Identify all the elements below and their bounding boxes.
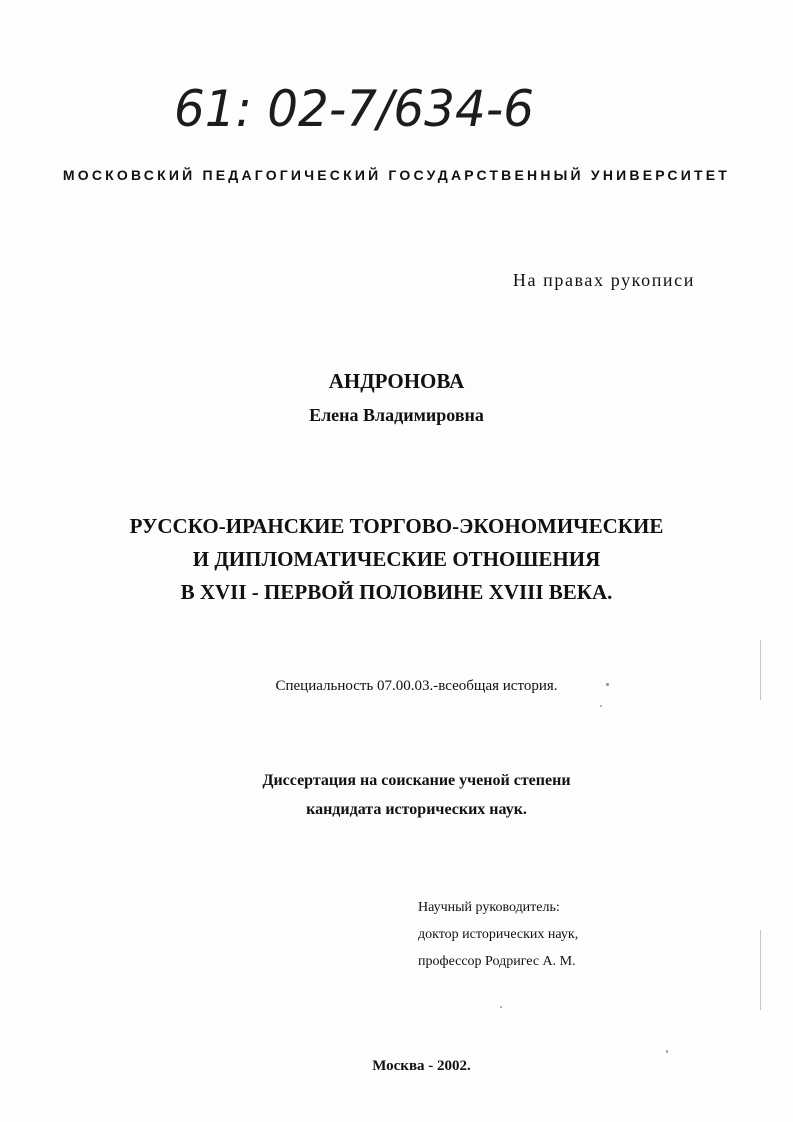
advisor-line: доктор исторических наук, [418,927,579,942]
scan-speck [600,705,602,707]
degree-line: кандидата исторических наук. [306,801,527,818]
advisor-line: профессор Родригес А. М. [418,954,576,969]
handwritten-code-drawing [170,62,540,152]
specialty-line: Специальность 07.00.03.-всеобщая история. [275,678,558,694]
scan-speck [666,1050,668,1053]
title-line: И ДИПЛОМАТИЧЕСКИЕ ОТНОШЕНИЯ [192,547,601,571]
advisor-line: Научный руководитель: [418,900,560,915]
author-surname: АНДРОНОВА [328,369,465,393]
scientific-advisor [418,894,578,975]
manuscript-rights-note: На правах рукописи [512,270,695,290]
scan-speck [500,1006,502,1008]
scan-edge-mark [760,640,761,700]
city-and-year: Москва - 2002. [372,1058,471,1074]
degree-statement [0,766,793,824]
dissertation-title [0,510,793,609]
handwritten-archive-code [170,62,540,152]
title-line: РУССКО-ИРАНСКИЕ ТОРГОВО-ЭКОНОМИЧЕСКИЕ [129,514,664,538]
author-given-name: Елена Владимировна [309,405,484,425]
scan-speck [606,683,609,686]
degree-line: Диссертация на соискание ученой степени [262,772,571,789]
university-name: МОСКОВСКИЙ ПЕДАГОГИЧЕСКИЙ ГОСУДАРСТВЕННЫЙ УНИВЕРСИТЕТ [62,167,731,183]
scan-edge-mark [760,930,761,1010]
handwritten-code-text: 61: 02-7/634-6 [174,80,534,138]
title-line: В XVII - ПЕРВОЙ ПОЛОВИНЕ XVIII ВЕКА. [180,580,613,604]
